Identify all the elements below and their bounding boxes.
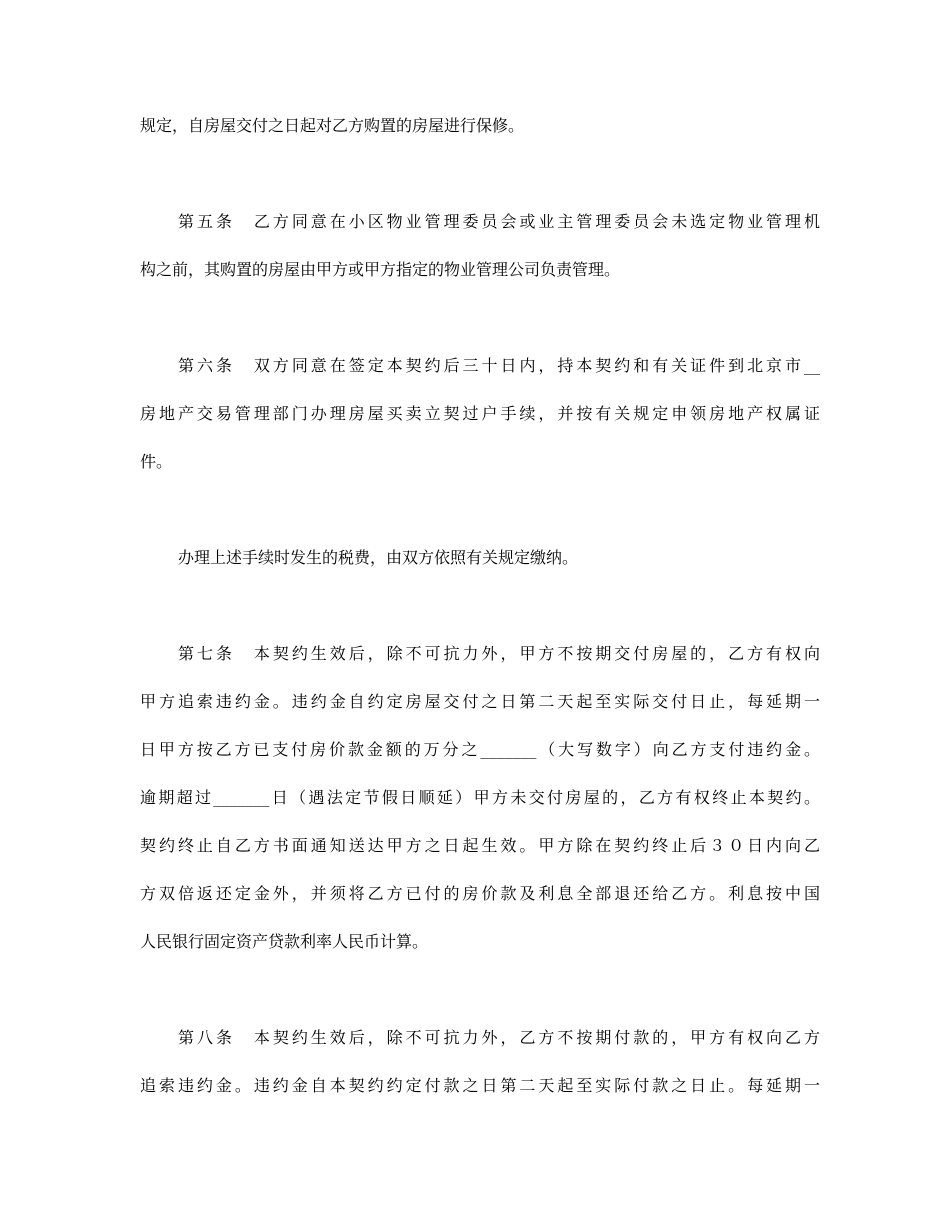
text-line: 日甲方按乙方已支付房价款金额的万分之_______（大写数字）向乙方支付违约金。	[140, 740, 820, 759]
text-line: 人民银行固定资产贷款利率人民币计算。	[140, 932, 429, 951]
text-line: 逾期超过_______日（遇法定节假日顺延）甲方未交付房屋的，乙方有权终止本契约。	[140, 788, 820, 807]
text-line: 第八条 本契约生效后，除不可抗力外，乙方不按期付款的，甲方有权向乙方	[178, 1028, 820, 1047]
text-line: 契约终止自乙方书面通知送达甲方之日起生效。甲方除在契约终止后３０日内向乙	[140, 836, 820, 855]
text-line: 件。	[140, 452, 173, 471]
text-line: 第七条 本契约生效后，除不可抗力外，甲方不按期交付房屋的，乙方有权向	[178, 644, 820, 663]
text-line: 追索违约金。违约金自本契约约定付款之日第二天起至实际付款之日止。每延期一	[140, 1076, 820, 1095]
text-line: 甲方追索违约金。违约金自约定房屋交付之日第二天起至实际交付日止，每延期一	[140, 692, 820, 711]
text-line: 房地产交易管理部门办理房屋买卖立契过户手续，并按有关规定申领房地产权属证	[140, 404, 820, 423]
text-line: 第六条 双方同意在签定本契约后三十日内，持本契约和有关证件到北京市__	[178, 356, 820, 375]
text-line: 方双倍返还定金外，并须将乙方已付的房价款及利息全部退还给乙方。利息按中国	[140, 884, 820, 903]
text-line: 第五条 乙方同意在小区物业管理委员会或业主管理委员会未选定物业管理机	[178, 212, 820, 231]
text-line: 规定，自房屋交付之日起对乙方购置的房屋进行保修。	[140, 116, 525, 135]
text-line: 构之前，其购置的房屋由甲方或甲方指定的物业管理公司负责管理。	[140, 260, 621, 279]
text-line: 办理上述手续时发生的税费，由双方依照有关规定缴纳。	[178, 548, 579, 567]
